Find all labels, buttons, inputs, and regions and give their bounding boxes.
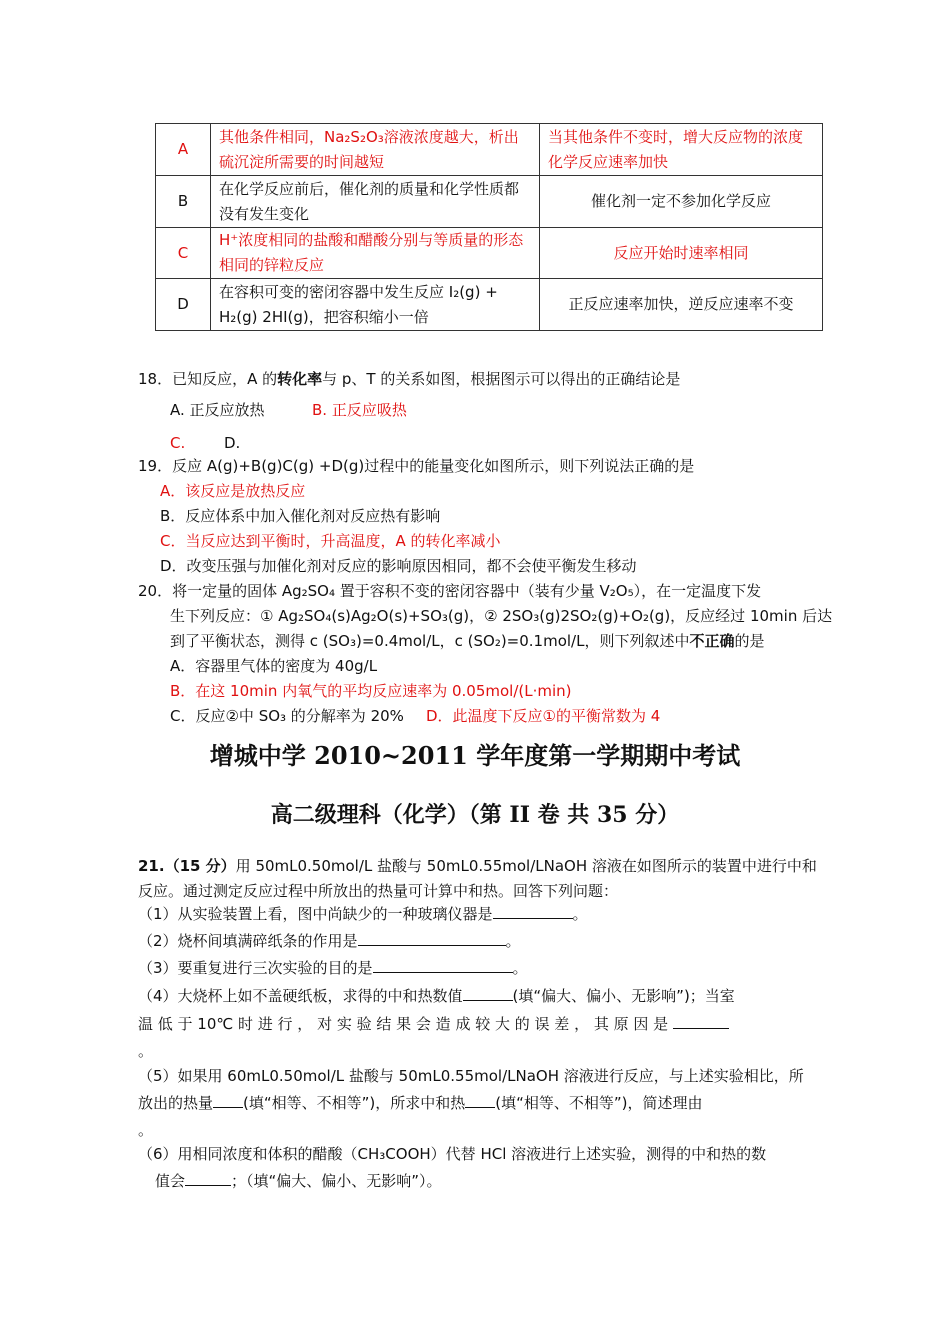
row-key: B [156, 176, 211, 228]
q21-part1-text: （1）从实验装置上看，图中尚缺少的一种玻璃仪器是 [138, 905, 493, 923]
table-row [156, 176, 823, 228]
q21-part5-c: (填“相等、不相等”)，所求中和热 [243, 1094, 466, 1112]
q21-part6-line2 [155, 1170, 442, 1192]
q20-option-c: C．反应②中 SO₃ 的分解率为 20% [170, 707, 404, 725]
q21-part2 [138, 930, 521, 952]
q20-option-a: A．容器里气体的密度为 40g/L [170, 657, 378, 675]
row-right: 当其他条件不变时，增大反应物的浓度化学反应速率加快 [540, 124, 823, 176]
q21-part4-line2 [138, 1013, 729, 1035]
exam-title: 增城中学 2010~2011 学年度第一学期期中考试 [209, 741, 741, 770]
q21-part3-text: （3）要重复进行三次实验的目的是 [138, 959, 373, 977]
q20-option-b: B．在这 10min 内氧气的平均反应速率为 0.05mol/(L·min) [170, 682, 572, 700]
row-key: D [156, 279, 211, 331]
q21-part5-end: 。 [138, 1121, 154, 1139]
q21-part5-b: 放出的热量 [138, 1094, 214, 1112]
table-row [156, 228, 823, 279]
q21-part6-c: ；（填“偏大、偏小、无影响”）。 [231, 1172, 442, 1190]
row-right: 反应开始时速率相同 [540, 228, 823, 279]
q18-stem-bold: 转化率 [277, 370, 323, 388]
q21-part5-d: (填“相等、不相等”)，简述理由 [495, 1094, 703, 1112]
answer-blank[interactable] [185, 1171, 231, 1186]
q18-option-d: D. [224, 434, 241, 452]
options-table [155, 123, 823, 331]
q20-line1: 20．将一定量的固体 Ag₂SO₄ 置于容积不变的密闭容器中（装有少量 V₂O₅），在一定温度下发 [138, 582, 762, 600]
row-left: 在化学反应前后，催化剂的质量和化学性质都没有发生变化 [211, 176, 540, 228]
q20-line3 [170, 630, 765, 652]
q20-line2: 生下列反应：① Ag₂SO₄(s)Ag₂O(s)+SO₃(g)，② 2SO₃(g)2SO₂(g)+O₂(g)，反应经过 10min 后达 [170, 607, 833, 625]
row-right: 催化剂一定不参加化学反应 [540, 176, 823, 228]
q20-line3-a: 到了平衡状态，测得 c (SO₃)=0.4mol/L，c (SO₂)=0.1mol/L，则下列叙述中 [170, 632, 690, 650]
q21-part4-b: (填“偏大、偏小、无影响”)；当室 [512, 987, 735, 1005]
q21-part5-line2 [138, 1092, 703, 1114]
q21-part1 [138, 903, 588, 925]
answer-blank[interactable] [373, 958, 513, 973]
row-left: 在容积可变的密闭容器中发生反应 I₂(g) + H₂(g) 2HI(g)，把容积缩小一倍 [211, 279, 540, 331]
q21-part2-text: （2）烧杯间填满碎纸条的作用是 [138, 932, 358, 950]
answer-blank[interactable] [358, 931, 506, 946]
q21-part3 [138, 957, 528, 979]
q19-option-a: A．该反应是放热反应 [160, 482, 306, 500]
q21-part6-line1: （6）用相同浓度和体积的醋酸（CH₃COOH）代替 HCl 溶液进行上述实验，测得的中和热的数 [138, 1145, 767, 1163]
row-left: 其他条件相同，Na₂S₂O₃溶液浓度越大，析出硫沉淀所需要的时间越短 [211, 124, 540, 176]
answer-blank[interactable] [213, 1093, 243, 1108]
q18-option-c: C. [170, 434, 186, 452]
q21-head-text: 用 50mL0.50mol/L 盐酸与 50mL0.55mol/LNaOH 溶液在如图所示的装置中进行中和 [235, 857, 817, 875]
exam-subtitle: 高二级理科（化学）（第 II 卷 共 35 分） [270, 802, 680, 828]
answer-blank[interactable] [463, 986, 513, 1001]
q19-stem: 19．反应 A(g)+B(g)C(g) +D(g)过程中的能量变化如图所示，则下列说法正确的是 [138, 457, 695, 475]
q21-part2-end: 。 [505, 932, 521, 950]
q19-option-b: B．反应体系中加入催化剂对反应热有影响 [160, 507, 441, 525]
q18-option-a: A. 正反应放热 [170, 401, 265, 419]
table-row [156, 279, 823, 331]
q21-part4-end: 。 [138, 1042, 154, 1060]
q21-part4-a: （4）大烧杯上如不盖硬纸板，求得的中和热数值 [138, 987, 463, 1005]
q21-part4-line1 [138, 985, 735, 1007]
q21-part6-b: 值会 [155, 1172, 186, 1190]
q18-option-b: B. 正反应吸热 [312, 401, 407, 419]
q18-stem-a: 18．已知反应，A 的 [138, 370, 278, 388]
q21-head2: 反应。通过测定反应过程中所放出的热量可计算中和热。回答下列问题： [138, 882, 619, 900]
q21-part5-line1: （5）如果用 60mL0.50mol/L 盐酸与 50mL0.55mol/LNaOH 溶液进行反应，与上述实验相比，所 [138, 1067, 804, 1085]
row-left: H⁺浓度相同的盐酸和醋酸分别与等质量的形态相同的锌粒反应 [211, 228, 540, 279]
q20-option-d: D．此温度下反应①的平衡常数为 4 [426, 707, 661, 725]
q21-part4-c: 温 低 于 10℃ 时 进 行 ， 对 实 验 结 果 会 造 成 较 大 的 误 差 ， 其 原 因 是 [138, 1015, 669, 1033]
table-row [156, 124, 823, 176]
row-right: 正反应速率加快，逆反应速率不变 [540, 279, 823, 331]
q19-option-c: C．当反应达到平衡时，升高温度，A 的转化率减小 [160, 532, 501, 550]
q20-line3-b: 的是 [734, 632, 765, 650]
q21-part3-end: 。 [512, 959, 528, 977]
row-key: A [156, 124, 211, 176]
q18-stem-b: 与 p、T 的关系如图，根据图示可以得出的正确结论是 [322, 370, 681, 388]
answer-blank[interactable] [673, 1014, 729, 1029]
q19-option-d: D．改变压强与加催化剂对反应的影响原因相同，都不会使平衡发生移动 [160, 557, 637, 575]
row-key: C [156, 228, 211, 279]
q21-head-bold: 21.（15 分） [138, 857, 236, 875]
q18-stem [138, 368, 680, 390]
q21-part1-end: 。 [572, 905, 588, 923]
q21-head [138, 855, 817, 877]
answer-blank[interactable] [465, 1093, 495, 1108]
answer-blank[interactable] [493, 904, 573, 919]
q20-line3-bold: 不正确 [689, 632, 735, 650]
